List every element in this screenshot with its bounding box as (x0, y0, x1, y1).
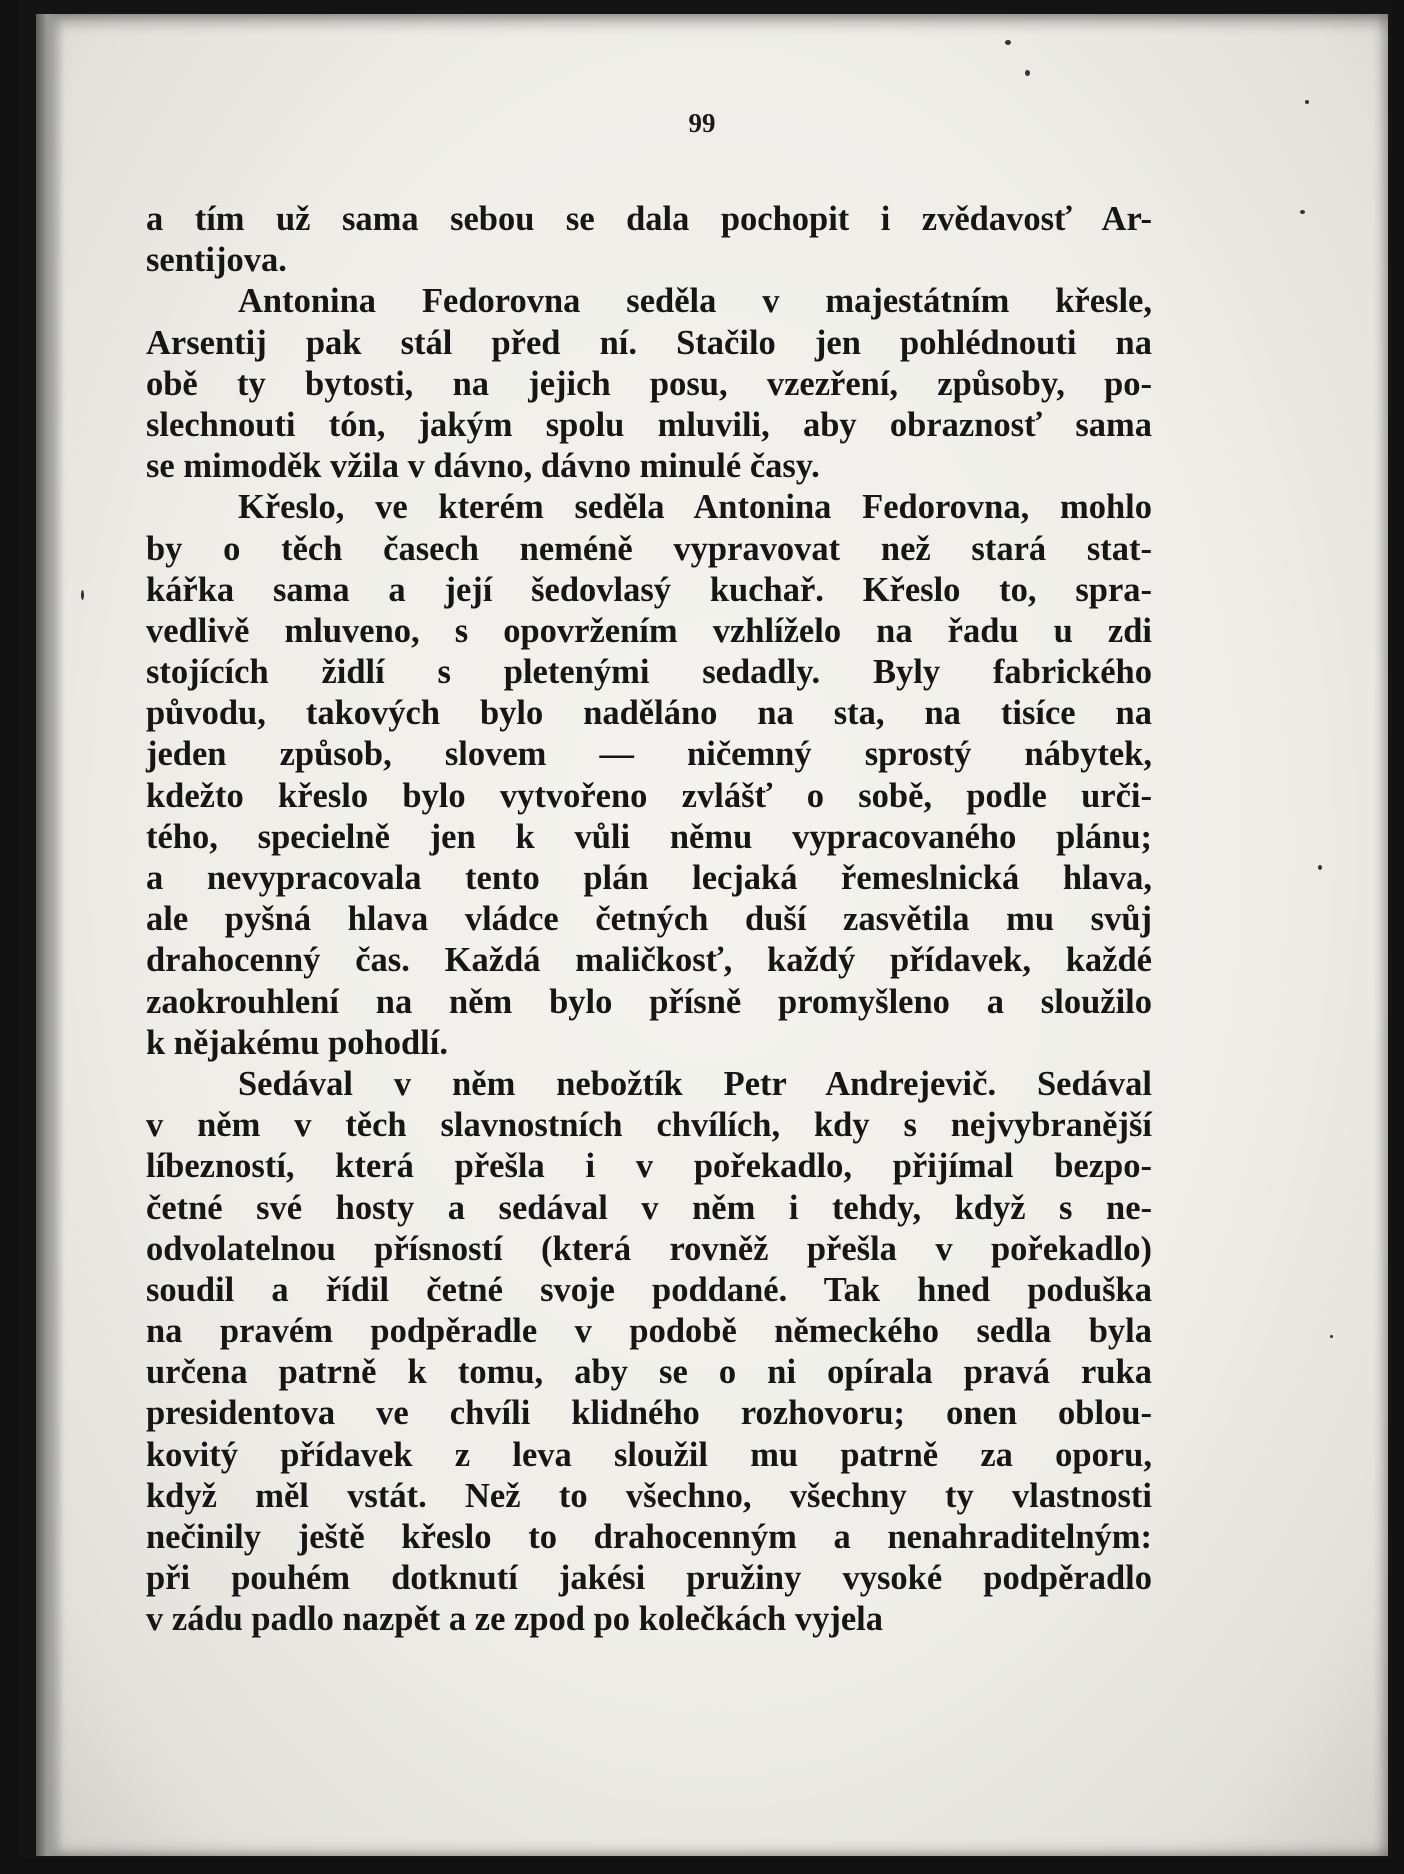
scan-speck (81, 590, 84, 600)
scan-speck (1300, 210, 1305, 214)
body-text (146, 199, 1152, 1641)
text-line: líbezností, která přešla i v pořekadlo, přijímal bezpo- (146, 1147, 1152, 1186)
text-line: na pravém podpěradle v podobě německého sedla byla (146, 1312, 1152, 1351)
text-line: jeden způsob, slovem — ničemný sprostý nábytek, (146, 735, 1152, 774)
text-line: slechnouti tón, jakým spolu mluvili, aby obraznosť sama (146, 405, 1152, 444)
text-line: kovitý přídavek z leva sloužil mu patrně za oporu, (146, 1435, 1152, 1474)
text-line: Antonina Fedorovna seděla v majestátním křesle, (238, 282, 1152, 321)
text-line: odvolatelnou přísností (která rovněž přešla v pořekadlo) (146, 1229, 1152, 1268)
text-line: a nevypracovala tento plán lecjaká řemeslnická hlava, (146, 859, 1152, 897)
text-line: v zádu padlo nazpět a ze zpod po kolečkách vyjela (146, 1600, 883, 1639)
text-line: Arsentij pak stál před ní. Stačilo jen pohlédnouti na (146, 323, 1152, 362)
scan-speck (1305, 100, 1309, 104)
text-line: při pouhém dotknutí jakési pružiny vysoké podpěradlo (146, 1559, 1152, 1598)
text-line: se mimoděk vžila v dávno, dávno minulé časy. (146, 447, 820, 486)
text-line: Křeslo, ve kterém seděla Antonina Fedorovna, mohlo (238, 488, 1152, 527)
scan-speck (1330, 1335, 1333, 1338)
text-line: zaokrouhlení na něm bylo přísně promyšleno a sloužilo (146, 982, 1152, 1021)
text-line: tého, specielně jen k vůli němu vypracovaného plánu; (146, 817, 1152, 856)
text-line: určena patrně k tomu, aby se o ni opírala pravá ruka (146, 1353, 1152, 1392)
text-line: původu, takových bylo naděláno na sta, na tisíce na (146, 694, 1152, 733)
text-line: Sedával v něm nebožtík Petr Andrejevič. Sedával (238, 1064, 1152, 1103)
page-number: 99 (688, 108, 716, 138)
scan-speck (1025, 70, 1030, 76)
text-line: soudil a řídil četné svoje poddané. Tak hned poduška (146, 1270, 1152, 1309)
scan-speck (1005, 40, 1011, 45)
text-line: drahocenný čas. Každá maličkosť, každý přídavek, každé (146, 941, 1152, 980)
text-line: vedlivě mluveno, s opovržením vzhlíželo na řadu u zdi (146, 611, 1152, 650)
text-line: v něm v těch slavnostních chvílích, kdy s nejvybranější (146, 1106, 1152, 1145)
text-line: k nějakému pohodlí. (146, 1023, 448, 1062)
text-line: obě ty bytosti, na jejich posu, vzezření, způsoby, po- (146, 364, 1152, 403)
text-line: presidentova ve chvíli klidného rozhovoru; onen oblou- (146, 1394, 1152, 1433)
text-line: sentijova. (146, 241, 287, 280)
text-line: četné své hosty a sedával v něm i tehdy, když s ne- (146, 1188, 1152, 1227)
text-line: a tím už sama sebou se dala pochopit i zvědavosť Ar- (146, 200, 1152, 238)
text-line: nečinily ještě křeslo to drahocenným a nenahraditelným: (146, 1518, 1152, 1556)
text-line: kářka sama a její šedovlasý kuchař. Křeslo to, spra- (146, 570, 1152, 609)
scan-speck (1318, 865, 1322, 870)
text-line: kdežto křeslo bylo vytvořeno zvlášť o sobě, podle urči- (146, 776, 1152, 815)
text-line: ale pyšná hlava vládce četných duší zasvětila mu svůj (146, 900, 1152, 939)
text-line: by o těch časech neméně vypravovat než stará stat- (146, 529, 1152, 568)
text-line: stojících židlí s pletenými sedadly. Byly fabrického (146, 653, 1152, 692)
page-gutter-shadow (36, 14, 64, 1856)
text-line: když měl vstát. Než to všechno, všechny ty vlastnosti (146, 1476, 1152, 1515)
